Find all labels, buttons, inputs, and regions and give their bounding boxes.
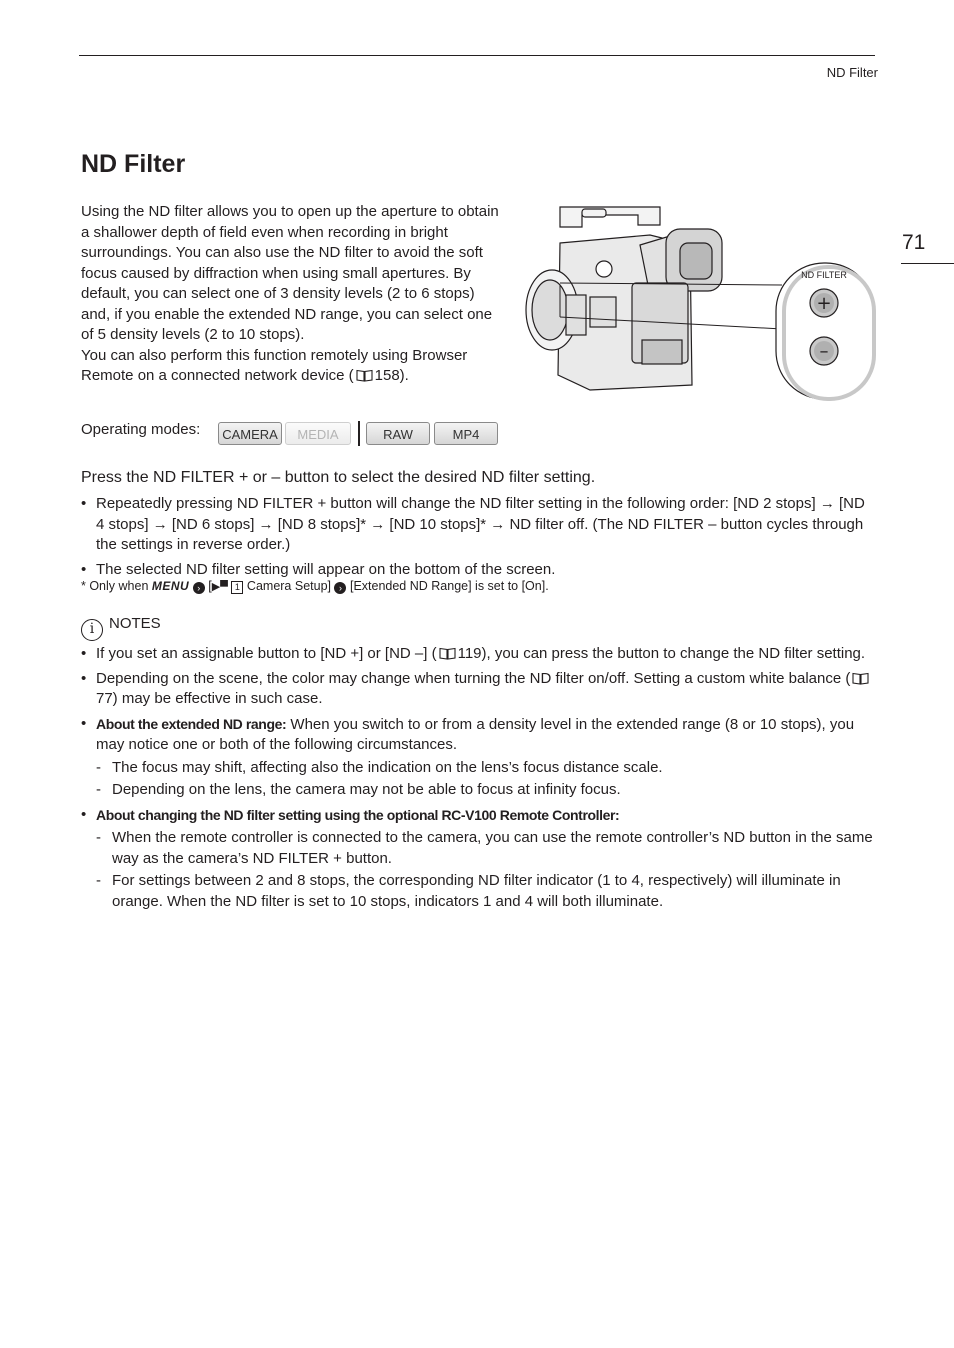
note-text: If you set an assignable button to [ND +] or [ND –] ( bbox=[96, 645, 437, 662]
book-reference-icon bbox=[439, 647, 456, 660]
page-number-rule bbox=[901, 263, 954, 264]
notes-heading bbox=[81, 615, 161, 641]
sub-list-item: - For settings between 2 and 8 stops, the corresponding ND filter indicator (1 to 4, respectively) will illuminate in orange. When the ND filter is set to 10 stops, indicators 1 and 4 will both illuminate. bbox=[96, 871, 876, 912]
mode-divider bbox=[358, 421, 360, 446]
sub-list-item: - When the remote controller is connected to the camera, you can use the remote controller’s ND button in the same way as the camera’s ND FILTER + button. bbox=[96, 828, 876, 869]
list-item: • Repeatedly pressing ND FILTER + button will change the ND filter setting in the following order: [ND 2 stops] → [ND 4 stops] → [ND 6 stops] → [ND 8 stops]* → [ND 10 stops]* → ND filter off. (The ND FILTER – button cycles through the settings in reverse order.) bbox=[81, 494, 876, 556]
mode-badge-media: MEDIA bbox=[285, 422, 351, 445]
arrow-right-icon: › bbox=[334, 582, 346, 594]
list-item bbox=[81, 669, 876, 710]
intro-page-ref[interactable]: 158). bbox=[374, 367, 409, 384]
mode-badge-raw: RAW bbox=[366, 422, 430, 445]
mode-badge-mp4: MP4 bbox=[434, 422, 498, 445]
info-icon: i bbox=[81, 619, 103, 641]
page-title: ND Filter bbox=[81, 150, 186, 178]
book-reference-icon bbox=[852, 672, 869, 685]
note-bold-heading: About changing the ND filter setting using the optional RC-V100 Remote Controller: bbox=[96, 806, 620, 823]
note-text-ref[interactable]: 77) may be effective in such case. bbox=[96, 690, 323, 707]
mode-badge-camera: CAMERA bbox=[218, 422, 282, 445]
plus-symbol: + bbox=[816, 293, 832, 314]
intro-remote-text: You can also perform this function remotely using Browser Remote on a connected network device ( bbox=[81, 346, 468, 384]
sub-list bbox=[96, 828, 876, 912]
minus-symbol: – bbox=[819, 341, 829, 362]
note-text-ref[interactable]: 119), you can press the button to change the ND filter setting. bbox=[457, 645, 866, 662]
operating-modes-label: Operating modes: bbox=[81, 421, 201, 438]
arrow-right-icon: › bbox=[193, 582, 205, 594]
camera-illustration bbox=[520, 205, 878, 403]
footnote bbox=[81, 579, 549, 594]
menu-label: MENU bbox=[151, 579, 190, 593]
notes-heading-label: NOTES bbox=[109, 615, 161, 632]
intro-text: Using the ND filter allows you to open up the aperture to obtain a shallower depth of field even when recording in bright surroundings. You can also use the ND filter to avoid the soft focus caused by diffraction when using small apertures. By default, you can select one of 3 density levels (2 to 6 stops) and, if you enable the extended ND range, you can select one of 5 density levels (2 to 10 stops). bbox=[81, 203, 499, 343]
page-number: 71 bbox=[902, 231, 926, 254]
book-reference-icon bbox=[356, 369, 373, 382]
camera-mode-icon: ▶▀ bbox=[211, 581, 228, 593]
header-rule bbox=[79, 55, 875, 56]
instruction-heading: Press the ND FILTER + or – button to select the desired ND filter setting. bbox=[81, 469, 596, 486]
intro-paragraph bbox=[81, 202, 506, 387]
list-item bbox=[81, 644, 876, 665]
list-item bbox=[81, 714, 876, 801]
bracket-open: [ bbox=[208, 579, 212, 593]
note-bold-heading: About the extended ND range: bbox=[96, 715, 287, 732]
sub-list-item: - The focus may shift, affecting also the indication on the lens’s focus distance scale. bbox=[96, 758, 876, 779]
note-text: When you switch to or from a density level in the extended range (8 or 10 stops), you may notice one or both of the following circumstances. bbox=[96, 715, 855, 753]
footnote-condition: [Extended ND Range] is set to [On]. bbox=[349, 579, 549, 593]
menu-page-number: 1 bbox=[231, 581, 243, 594]
steps-list bbox=[81, 494, 876, 584]
footnote-setup: Camera Setup] bbox=[246, 579, 331, 593]
sub-list bbox=[96, 758, 876, 801]
footnote-prefix: * Only when bbox=[81, 579, 149, 593]
sub-list-item: - Depending on the lens, the camera may not be able to focus at infinity focus. bbox=[96, 780, 876, 801]
list-item: • The selected ND filter setting will appear on the bottom of the screen. bbox=[81, 560, 876, 581]
note-text: Depending on the scene, the color may change when turning the ND filter on/off. Setting a custom white balance ( bbox=[96, 669, 851, 687]
nd-filter-callout-label: ND FILTER bbox=[801, 270, 847, 280]
notes-list bbox=[81, 644, 876, 916]
running-header: ND Filter bbox=[826, 65, 878, 80]
list-item bbox=[81, 805, 876, 913]
